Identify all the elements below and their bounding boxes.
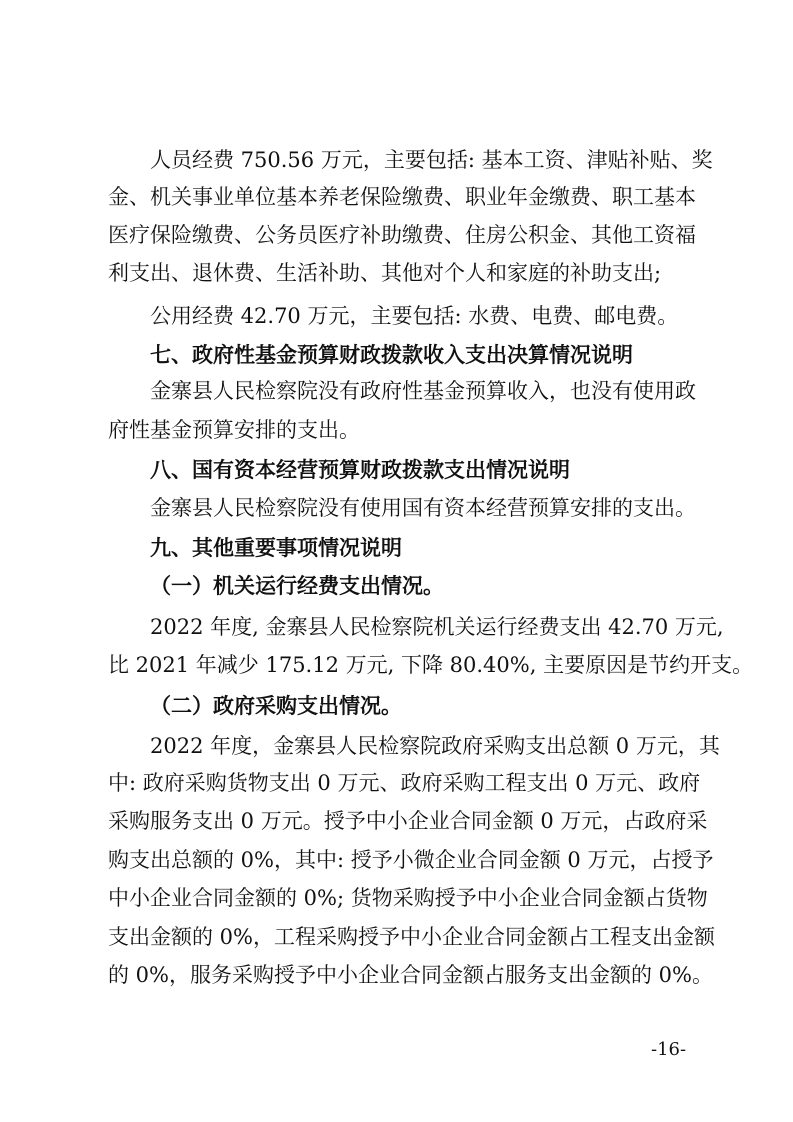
- subsection-2-body-line-6: 支出金额的 0%，工程采购授予中小企业合同金额占工程支出金额: [108, 925, 715, 949]
- subsection-2-body-line-2: 中: 政府采购货物支出 0 万元、政府采购工程支出 0 万元、政府: [108, 771, 701, 795]
- subsection-2-body-line-3: 采购服务支出 0 万元。授予中小企业合同金额 0 万元，占政府采: [108, 809, 708, 833]
- section-7-body-line-1: 金寨县人民检察院没有政府性基金预算收入，也没有使用政: [150, 379, 696, 403]
- subsection-1-body-line-2: 比 2021 年减少 175.12 万元, 下降 80.40%, 主要原因是节约开支。: [108, 653, 754, 677]
- paragraph-public-expense: 公用经费 42.70 万元，主要包括: 水费、电费、邮电费。: [150, 304, 679, 328]
- subsection-2-body-line-7: 的 0%，服务采购授予中小企业合同金额占服务支出金额的 0%。: [108, 963, 713, 987]
- subsection-2-body-line-1: 2022 年度，金寨县人民检察院政府采购支出总额 0 万元，其: [150, 734, 720, 758]
- section-9-heading: 九、其他重要事项情况说明: [150, 536, 402, 560]
- paragraph-personnel-line-1: 人员经费 750.56 万元，主要包括: 基本工资、津贴补贴、奖: [150, 148, 713, 172]
- subsection-2-heading: （二）政府采购支出情况。: [150, 694, 402, 718]
- section-7-heading: 七、政府性基金预算财政拨款收入支出决算情况说明: [150, 343, 633, 367]
- paragraph-personnel-line-4: 利支出、退休费、生活补助、其他对个人和家庭的补助支出;: [108, 261, 662, 285]
- section-8-body: 金寨县人民检察院没有使用国有资本经营预算安排的支出。: [150, 496, 696, 520]
- page-number: -16-: [651, 1039, 687, 1060]
- subsection-1-body-line-1: 2022 年度, 金寨县人民检察院机关运行经费支出 42.70 万元,: [150, 615, 724, 639]
- section-7-body-line-2: 府性基金预算安排的支出。: [108, 418, 360, 442]
- subsection-2-body-line-5: 中小企业合同金额的 0%; 货物采购授予中小企业合同金额占货物: [108, 886, 708, 910]
- paragraph-personnel-line-2: 金、机关事业单位基本养老保险缴费、职业年金缴费、职工基本: [108, 185, 696, 209]
- subsection-2-body-line-4: 购支出总额的 0%，其中: 授予小微企业合同金额 0 万元，占授予: [108, 848, 714, 872]
- section-8-heading: 八、国有资本经营预算财政拨款支出情况说明: [150, 458, 570, 482]
- subsection-1-heading: （一）机关运行经费支出情况。: [150, 574, 444, 598]
- paragraph-personnel-line-3: 医疗保险缴费、公务员医疗补助缴费、住房公积金、其他工资福: [108, 223, 696, 247]
